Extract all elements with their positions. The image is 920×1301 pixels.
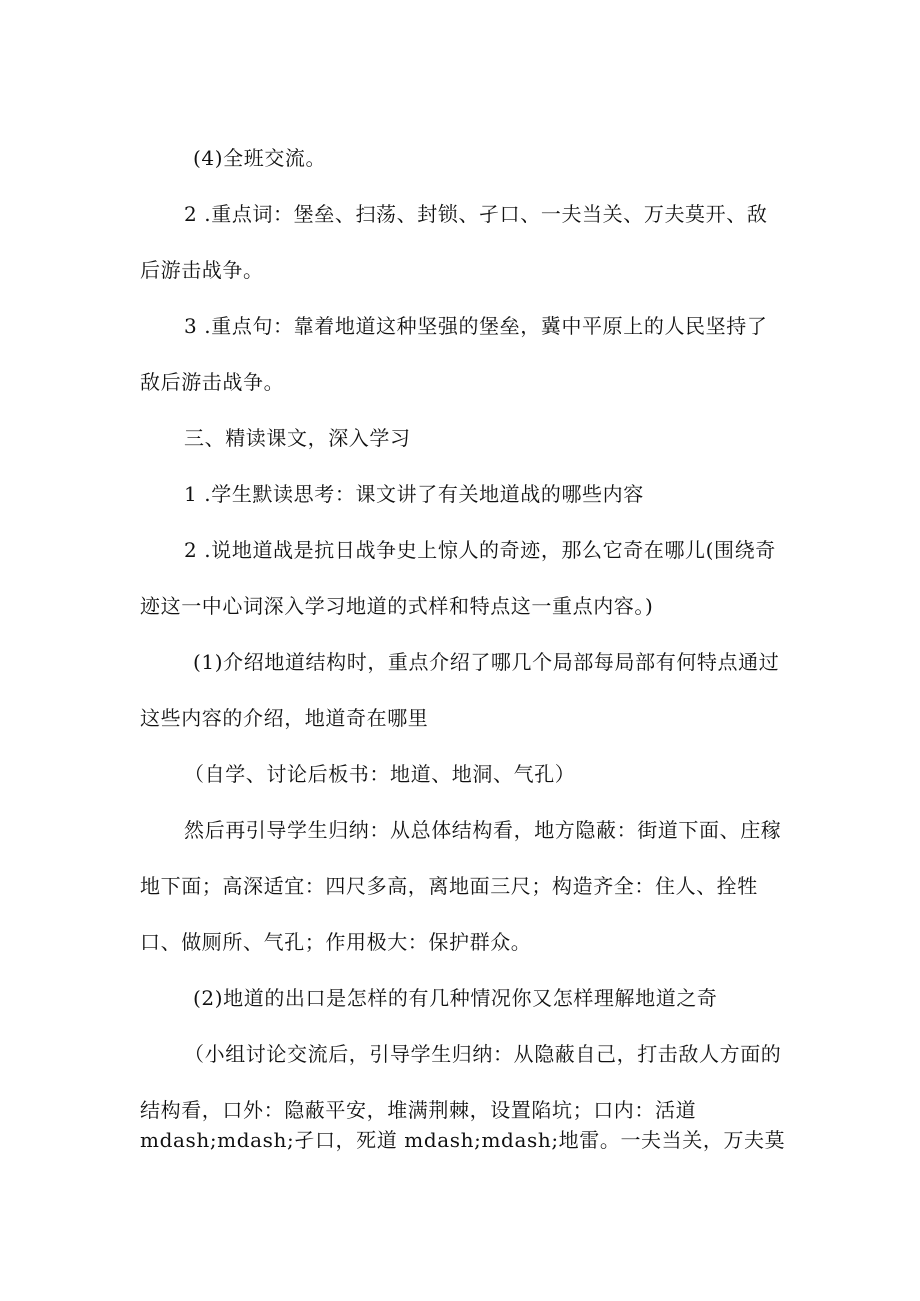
text-line-13: 然后再引导学生归纳：从总体结构看，地方隐蔽：街道下面、庄稼 <box>184 818 782 842</box>
text-line-7: 1 .学生默读思考：课文讲了有关地道战的哪些内容 <box>184 482 644 506</box>
text-line-11: 这些内容的介绍，地道奇在哪里 <box>140 706 429 730</box>
text-line-5: 敌后游击战争。 <box>140 370 285 394</box>
section-heading: 三、精读课文，深入学习 <box>184 426 411 450</box>
text-line-4: 3 .重点句：靠着地道这种坚强的堡垒，冀中平原上的人民坚持了 <box>184 314 768 338</box>
text-line-1: (4)全班交流。 <box>193 146 327 170</box>
text-line-9: 迹这一中心词深入学习地道的式样和特点这一重点内容。) <box>140 594 654 618</box>
text-line-18: 结构看，口外：隐蔽平安，堆满荆棘，设置陷坑；口内：活道 <box>140 1098 697 1122</box>
text-line-8: 2 .说地道战是抗日战争史上惊人的奇迹，那么它奇在哪儿(围绕奇 <box>184 538 776 562</box>
text-line-17: （小组讨论交流后，引导学生归纳：从隐蔽自己，打击敌人方面的 <box>184 1042 782 1066</box>
text-line-3: 后游击战争。 <box>140 258 264 282</box>
text-line-19: mdash;mdash;孑口，死道 mdash;mdash;地雷。一夫当关，万夫莫 <box>140 1128 786 1152</box>
text-line-12: （自学、讨论后板书：地道、地洞、气孔） <box>184 762 576 786</box>
text-line-10: (1)介绍地道结构时，重点介绍了哪几个局部每局部有何特点通过 <box>193 650 780 674</box>
text-line-16: (2)地道的出口是怎样的有几种情况你又怎样理解地道之奇 <box>193 986 718 1010</box>
text-line-14: 地下面；高深适宜：四尺多高，离地面三尺；构造齐全：住人、拴牲 <box>140 874 758 898</box>
text-line-15: 口、做厕所、气孔；作用极大：保护群众。 <box>140 930 532 954</box>
text-line-2: 2 .重点词：堡垒、扫荡、封锁、孑口、一夫当关、万夫莫开、敌 <box>184 202 768 226</box>
